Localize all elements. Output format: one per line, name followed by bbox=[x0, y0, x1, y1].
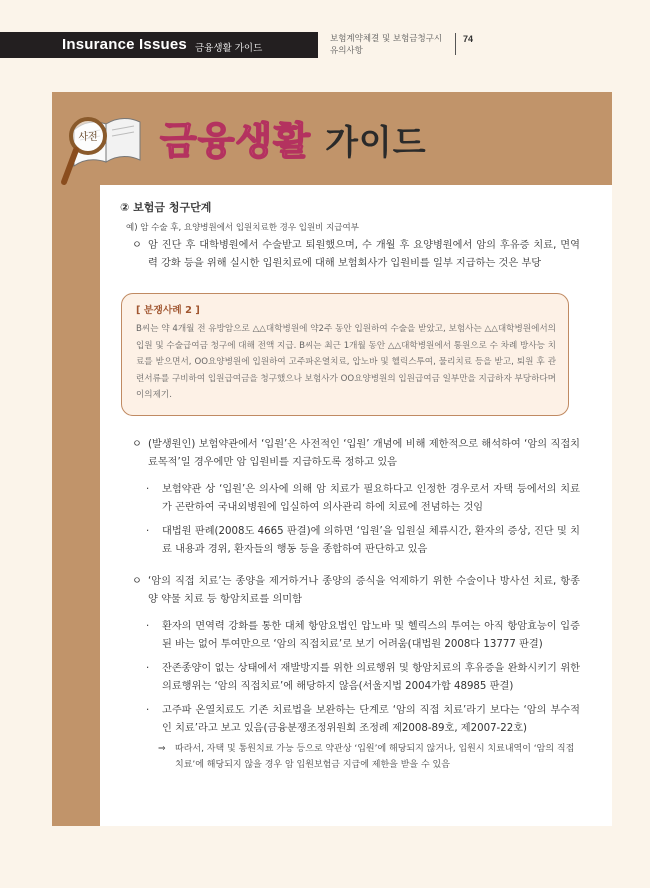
arrow-text: 따라서, 자택 및 통원치료 가능 등으로 약관상 ‘입원’에 해당되지 않거나, 입원시 치료내역이 ‘암의 직접치료’에 해당되지 않을 경우 암 입원보험금 지급에 제한을 받을 수 있음 bbox=[175, 744, 575, 770]
dash-text: 대법원 판례(2008도 4665 판결)에 의하면 ‘입원’을 입원실 체류시간, 환자의 증상, 진단 및 치료 내용과 경위, 환자들의 행동 등을 종합하여 판단하고 있음 bbox=[162, 526, 580, 555]
magnifier-book-icon bbox=[58, 100, 158, 190]
arrow-marker: ⇒ bbox=[158, 744, 166, 754]
page-title-colored: 금융생활 bbox=[160, 119, 311, 163]
dash-marker: · bbox=[146, 663, 150, 674]
bullet-item bbox=[120, 573, 580, 609]
dash-item bbox=[120, 618, 580, 654]
section-upper bbox=[120, 199, 580, 272]
circle-marker: ㅇ bbox=[132, 576, 142, 587]
arrow-note bbox=[120, 741, 580, 773]
bullet-item bbox=[120, 436, 580, 472]
dash-text: 환자의 면역력 강화를 통한 대체 항암요법인 압노바 및 헬릭스의 투여는 아직 항암효능이 입증된 바는 없어 투여만으로 ‘암의 직접치료’로 보기 어려움(대법원 2008다 13777 판결) bbox=[162, 621, 580, 650]
dash-item bbox=[120, 660, 580, 696]
dispute-case-body: B씨는 약 4개월 전 유방암으로 △△대학병원에 약2주 동안 입원하여 수술을 받았고, 보험사는 △△대학병원에서의 입원 및 수술급여금 청구에 대해 전액 지급. B씨는 최근 1개월 동안 △△대학병원에서 통원으로 수 차례 방사능 치료를 받으면서, OO요양병원에 입원하여 고주파온열치료, 압노바 및 헬릭스투여, 물리치료 등을 받고, 퇴원 후 관련서류를 구비하여 입원급여금을 청구했으나 보험사가 OO요양병원의 입원급여금 일부만을 지급하자 부당하다며 이의제기. bbox=[136, 324, 556, 400]
bullet-text: 암 진단 후 대학병원에서 수술받고 퇴원했으며, 수 개월 후 요양병원에서 암의 후유증 치료, 면역력 강화 등을 위해 실시한 입원치료에 대해 보험회사가 입원비를 일부 지급하는 것은 부당 bbox=[148, 240, 580, 269]
header-topic bbox=[330, 33, 442, 57]
dash-item bbox=[120, 523, 580, 559]
dash-text: 고주파 온열치료도 기존 치료법을 보완하는 단계로 ‘암의 직접 치료’라기 보다는 ‘암의 부수적인 치료’라고 보고 있음(금융분쟁조정위원회 조정례 제2008-89호, 제2007-22호) bbox=[162, 705, 580, 734]
header-title: Insurance Issues bbox=[62, 36, 187, 53]
header-divider bbox=[455, 33, 456, 55]
dash-marker: · bbox=[146, 526, 150, 537]
dash-text: 잔존종양이 없는 상태에서 재발방지를 위한 의료행위 및 항암치료의 후유증을 완화시키기 위한 의료행위는 ‘암의 직접치료’에 해당하지 않음(서울지법 2004가합 48985 판결) bbox=[162, 663, 580, 692]
dash-item bbox=[120, 702, 580, 738]
dash-item bbox=[120, 481, 580, 517]
dispute-case-title: [ 분쟁사례 2 ] bbox=[136, 305, 200, 316]
dash-marker: · bbox=[146, 705, 150, 716]
dash-marker: · bbox=[146, 484, 150, 495]
dispute-case-box bbox=[121, 293, 569, 416]
book-text: 사전 bbox=[78, 132, 98, 143]
section-title: ② 보험금 청구단계 bbox=[120, 201, 212, 214]
dash-marker: · bbox=[146, 621, 150, 632]
bullet-text: ‘암의 직접 치료’는 종양을 제거하거나 종양의 증식을 억제하기 위한 수술이나 방사선 치료, 항종양 약물 치료 등 항암치료를 의미함 bbox=[148, 576, 580, 605]
section-example: 예) 암 수술 후, 요양병원에서 입원치료한 경우 입원비 지급여부 bbox=[126, 222, 359, 233]
circle-marker: ㅇ bbox=[132, 439, 142, 450]
page-number: 74 bbox=[463, 34, 474, 44]
bullet-text: (발생원인) 보험약관에서 ‘입원’은 사전적인 ‘입원’ 개념에 비해 제한적으로 해석하여 ‘암의 직접치료목적’일 경우에만 암 입원비를 지급하도록 정하고 있음 bbox=[148, 439, 580, 468]
dash-text: 보험약관 상 ‘입원’은 의사에 의해 암 치료가 필요하다고 인정한 경우로서 자택 등에서의 치료가 곤란하여 국내외병원에 입실하여 의사관리 하에 치료에 전념하는 것임 bbox=[162, 484, 580, 513]
page-title bbox=[160, 110, 427, 165]
circle-marker: ㅇ bbox=[132, 240, 142, 251]
header-topic-line1: 보험계약체결 및 보험금청구시 bbox=[330, 34, 443, 44]
bullet-item bbox=[120, 237, 580, 272]
page-title-plain: 가이드 bbox=[325, 123, 427, 163]
header-topic-line2: 유의사항 bbox=[330, 46, 363, 56]
section-lower bbox=[120, 436, 580, 773]
header-subtitle: 금융생활 가이드 bbox=[195, 43, 263, 54]
